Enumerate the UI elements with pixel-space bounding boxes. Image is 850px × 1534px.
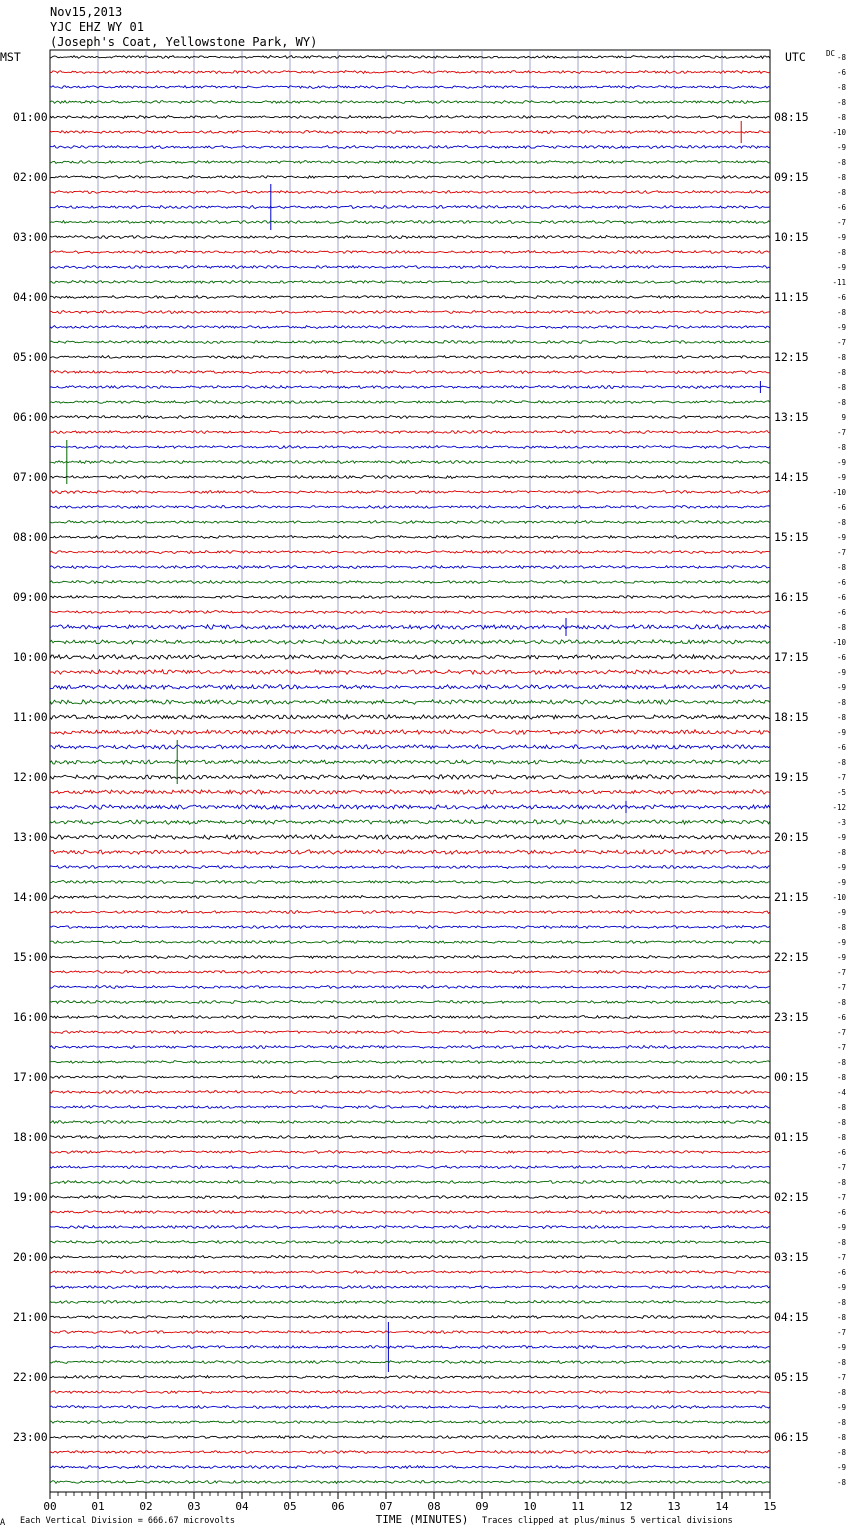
dc-offset-value: -8 — [836, 98, 846, 107]
dc-offset-value: -7 — [836, 428, 846, 437]
seismic-trace — [50, 625, 770, 630]
dc-offset-value: -9 — [836, 1223, 846, 1232]
dc-offset-value: -8 — [836, 563, 846, 572]
seismic-trace — [50, 655, 770, 659]
x-tick-label: 00 — [43, 1500, 57, 1513]
x-tick-label: 08 — [427, 1500, 441, 1513]
mst-hour-label: 01:00 — [13, 110, 48, 124]
seismic-trace — [50, 581, 770, 584]
footer-marker: A — [0, 1518, 6, 1528]
dc-offset-value: -8 — [836, 1103, 846, 1112]
dc-offset-value: -8 — [836, 113, 846, 122]
utc-hour-label: 15:15 — [774, 530, 809, 544]
utc-hour-label: 21:15 — [774, 890, 809, 904]
dc-offset-value: -6 — [836, 578, 846, 587]
dc-offset-value: -8 — [836, 1238, 846, 1247]
dc-offset-value: -6 — [836, 1013, 846, 1022]
dc-offset-value: -6 — [836, 293, 846, 302]
seismic-trace — [50, 191, 770, 194]
dc-offset-value: -4 — [836, 1088, 846, 1097]
mst-hour-label: 10:00 — [13, 650, 48, 664]
seismic-trace — [50, 1151, 770, 1154]
dc-offset-value: -8 — [836, 713, 846, 722]
utc-hour-label: 17:15 — [774, 650, 809, 664]
seismic-trace — [50, 71, 770, 74]
seismic-trace — [50, 506, 770, 509]
dc-offset-value: -11 — [832, 278, 846, 287]
seismic-trace — [50, 1436, 770, 1439]
mst-hour-label: 12:00 — [13, 770, 48, 784]
seismic-trace — [50, 1346, 770, 1349]
scale-note: Each Vertical Division = 666.67 microvolts — [20, 1516, 235, 1526]
utc-hour-label: 06:15 — [774, 1430, 809, 1444]
x-tick-label: 05 — [283, 1500, 297, 1513]
seismic-trace — [50, 116, 770, 119]
mst-hour-label: 20:00 — [13, 1250, 48, 1264]
seismic-trace — [50, 371, 770, 374]
dc-offset-value: -6 — [836, 1208, 846, 1217]
dc-offset-value: -8 — [836, 248, 846, 257]
x-axis — [43, 1492, 776, 1513]
seismic-trace — [50, 1001, 770, 1004]
seismic-trace — [50, 536, 770, 539]
mst-hour-label: 04:00 — [13, 290, 48, 304]
seismic-trace — [50, 835, 770, 839]
dc-offset-value: -8 — [836, 53, 846, 62]
seismic-trace — [50, 775, 770, 779]
utc-hour-label: 13:15 — [774, 410, 809, 424]
dc-offset-value: -7 — [836, 1193, 846, 1202]
dc-offset-value: -5 — [836, 788, 846, 797]
seismic-trace — [50, 1301, 770, 1304]
dc-offset-value: -9 — [836, 233, 846, 242]
dc-offset-value: -9 — [836, 473, 846, 482]
seismic-trace — [50, 431, 770, 434]
utc-hour-label: 23:15 — [774, 1010, 809, 1024]
seismic-trace — [50, 281, 770, 284]
dc-offset-value: -8 — [836, 623, 846, 632]
dc-offset-value: -7 — [836, 968, 846, 977]
mst-hour-label: 03:00 — [13, 230, 48, 244]
utc-hour-label: 05:15 — [774, 1370, 809, 1384]
seismic-trace — [50, 1286, 770, 1289]
seismic-trace — [50, 1361, 770, 1364]
record-date: Nov15,2013 — [50, 5, 123, 19]
mst-hour-label: 17:00 — [13, 1070, 48, 1084]
seismic-trace — [50, 1376, 770, 1379]
seismic-trace — [50, 1331, 770, 1334]
mst-hour-label: 22:00 — [13, 1370, 48, 1384]
seismic-trace — [50, 1466, 770, 1469]
dc-offset-value: -7 — [836, 1253, 846, 1262]
dc-offset-value: -6 — [836, 503, 846, 512]
dc-offset-value: -7 — [836, 1328, 846, 1337]
x-tick-label: 14 — [715, 1500, 729, 1513]
dc-offset-value: -8 — [836, 353, 846, 362]
seismic-trace — [50, 311, 770, 314]
seismic-trace — [50, 1181, 770, 1184]
x-tick-label: 11 — [571, 1500, 585, 1513]
seismic-trace — [50, 356, 770, 359]
dc-offset-value: -8 — [836, 1448, 846, 1457]
dc-offset-value: -8 — [836, 1313, 846, 1322]
seismic-trace — [50, 1391, 770, 1394]
seismic-trace — [50, 1106, 770, 1109]
utc-hour-label: 14:15 — [774, 470, 809, 484]
dc-offset-value: -6 — [836, 653, 846, 662]
utc-hour-label: 03:15 — [774, 1250, 809, 1264]
dc-offset-value: -8 — [836, 1433, 846, 1442]
seismic-trace — [50, 266, 770, 269]
station-code: YJC EHZ WY 01 — [50, 20, 144, 34]
mst-hour-labels — [13, 110, 48, 1444]
dc-offset-value: -9 — [836, 953, 846, 962]
dc-offset-value: -9 — [836, 878, 846, 887]
dc-label: DC — [826, 49, 836, 58]
dc-offset-value: -8 — [836, 1178, 846, 1187]
dc-offset-value: -8 — [836, 83, 846, 92]
utc-hour-label: 12:15 — [774, 350, 809, 364]
dc-offset-value: -8 — [836, 158, 846, 167]
seismic-trace — [50, 1256, 770, 1259]
dc-offset-value: -8 — [836, 1118, 846, 1127]
seismic-trace — [50, 1271, 770, 1274]
dc-offset-value: -8 — [836, 758, 846, 767]
seismic-trace — [50, 1241, 770, 1244]
dc-offset-value: -7 — [836, 218, 846, 227]
x-tick-label: 01 — [91, 1500, 105, 1513]
mst-hour-label: 07:00 — [13, 470, 48, 484]
mst-label: MST — [0, 50, 21, 64]
seismic-trace — [50, 850, 770, 854]
utc-hour-labels — [774, 110, 809, 1444]
seismic-trace — [50, 805, 770, 809]
dc-offset-value: -9 — [836, 938, 846, 947]
dc-offset-value: -9 — [836, 533, 846, 542]
dc-offset-value: 9 — [841, 413, 846, 422]
seismic-trace — [50, 86, 770, 89]
dc-offset-value: -9 — [836, 833, 846, 842]
seismic-trace — [50, 911, 770, 914]
dc-offset-value: -8 — [836, 923, 846, 932]
dc-offset-value: -9 — [836, 143, 846, 152]
x-tick-label: 02 — [139, 1500, 153, 1513]
mst-hour-label: 16:00 — [13, 1010, 48, 1024]
dc-offset-value: -3 — [836, 818, 846, 827]
seismic-trace — [50, 1406, 770, 1409]
utc-hour-label: 09:15 — [774, 170, 809, 184]
mst-hour-label: 19:00 — [13, 1190, 48, 1204]
seismic-trace — [50, 386, 770, 389]
dc-offset-value: -9 — [836, 1343, 846, 1352]
dc-offset-value: -6 — [836, 593, 846, 602]
dc-offset-value: -8 — [836, 1478, 846, 1487]
seismic-trace — [50, 611, 770, 614]
seismic-trace — [50, 956, 770, 959]
seismic-trace — [50, 1166, 770, 1169]
clip-note: Traces clipped at plus/minus 5 vertical divisions — [482, 1516, 733, 1526]
seismic-trace — [50, 896, 770, 899]
seismic-trace — [50, 926, 770, 929]
seismic-trace — [50, 401, 770, 404]
dc-offset-value: -6 — [836, 1268, 846, 1277]
seismic-trace — [50, 296, 770, 299]
seismic-trace — [50, 820, 770, 824]
seismic-trace — [50, 745, 770, 750]
seismic-trace — [50, 1421, 770, 1424]
seismic-trace — [50, 1031, 770, 1034]
dc-offset-value: -8 — [836, 1073, 846, 1082]
dc-offset-value: -10 — [832, 893, 846, 902]
dc-offset-value: -9 — [836, 1283, 846, 1292]
seismic-trace — [50, 1196, 770, 1199]
seismic-trace — [50, 760, 770, 764]
x-tick-label: 06 — [331, 1500, 345, 1513]
dc-offset-labels — [832, 53, 846, 1487]
dc-offset-value: -9 — [836, 683, 846, 692]
utc-hour-label: 00:15 — [774, 1070, 809, 1084]
seismic-trace — [50, 685, 770, 690]
seismic-trace — [50, 56, 770, 59]
dc-offset-value: -7 — [836, 1163, 846, 1172]
utc-hour-label: 20:15 — [774, 830, 809, 844]
dc-offset-value: -9 — [836, 1463, 846, 1472]
x-tick-label: 07 — [379, 1500, 393, 1513]
mst-hour-label: 11:00 — [13, 710, 48, 724]
dc-offset-value: -8 — [836, 383, 846, 392]
seismic-trace — [50, 461, 770, 464]
mst-hour-label: 23:00 — [13, 1430, 48, 1444]
seismic-trace — [50, 131, 770, 134]
seismic-trace — [50, 866, 770, 869]
dc-offset-value: -7 — [836, 1043, 846, 1052]
dc-offset-value: -7 — [836, 773, 846, 782]
seismic-trace — [50, 715, 770, 719]
mst-hour-label: 13:00 — [13, 830, 48, 844]
seismic-trace — [50, 1451, 770, 1454]
dc-offset-value: -9 — [836, 728, 846, 737]
seismic-trace — [50, 1046, 770, 1049]
x-tick-label: 04 — [235, 1500, 249, 1513]
dc-offset-value: -8 — [836, 1058, 846, 1067]
dc-offset-value: -7 — [836, 1028, 846, 1037]
dc-offset-value: -12 — [832, 803, 846, 812]
dc-offset-value: -8 — [836, 1298, 846, 1307]
dc-offset-value: -10 — [832, 488, 846, 497]
seismic-trace — [50, 551, 770, 554]
seismic-trace — [50, 521, 770, 524]
seismic-trace — [50, 1226, 770, 1229]
dc-offset-value: -8 — [836, 518, 846, 527]
x-tick-label: 09 — [475, 1500, 489, 1513]
dc-offset-value: -8 — [836, 1358, 846, 1367]
dc-offset-value: -9 — [836, 668, 846, 677]
seismic-trace — [50, 1016, 770, 1019]
seismic-trace — [50, 1061, 770, 1064]
seismic-trace — [50, 476, 770, 479]
utc-hour-label: 11:15 — [774, 290, 809, 304]
x-tick-label: 13 — [667, 1500, 681, 1513]
dc-offset-value: -9 — [836, 863, 846, 872]
dc-offset-value: -8 — [836, 1133, 846, 1142]
seismic-trace — [50, 341, 770, 344]
dc-offset-value: -9 — [836, 323, 846, 332]
trace-area — [50, 56, 770, 1484]
mst-hour-label: 14:00 — [13, 890, 48, 904]
seismic-trace — [50, 416, 770, 419]
dc-offset-value: -7 — [836, 338, 846, 347]
utc-hour-label: 08:15 — [774, 110, 809, 124]
seismic-trace — [50, 566, 770, 569]
dc-offset-value: -9 — [836, 908, 846, 917]
seismic-trace — [50, 1091, 770, 1094]
utc-hour-label: 22:15 — [774, 950, 809, 964]
dc-offset-value: -8 — [836, 998, 846, 1007]
mst-hour-label: 15:00 — [13, 950, 48, 964]
seismic-trace — [50, 101, 770, 104]
dc-offset-value: -6 — [836, 608, 846, 617]
seismic-trace — [50, 236, 770, 239]
seismic-trace — [50, 1121, 770, 1124]
utc-hour-label: 16:15 — [774, 590, 809, 604]
dc-offset-value: -8 — [836, 848, 846, 857]
dc-offset-value: -8 — [836, 443, 846, 452]
x-tick-label: 15 — [763, 1500, 777, 1513]
dc-offset-value: -8 — [836, 308, 846, 317]
dc-offset-value: -8 — [836, 188, 846, 197]
seismic-trace — [50, 941, 770, 944]
dc-offset-value: -10 — [832, 638, 846, 647]
seismic-trace — [50, 1136, 770, 1139]
seismic-trace — [50, 221, 770, 224]
seismic-trace — [50, 251, 770, 254]
seismic-trace — [50, 1076, 770, 1079]
dc-offset-value: -8 — [836, 1388, 846, 1397]
dc-offset-value: -10 — [832, 128, 846, 137]
utc-hour-label: 19:15 — [774, 770, 809, 784]
seismic-trace — [50, 446, 770, 449]
mst-hour-label: 05:00 — [13, 350, 48, 364]
seismic-trace — [50, 730, 770, 735]
mst-hour-label: 09:00 — [13, 590, 48, 604]
dc-offset-value: -8 — [836, 368, 846, 377]
mst-hour-label: 08:00 — [13, 530, 48, 544]
x-tick-label: 03 — [187, 1500, 201, 1513]
utc-label: UTC — [785, 50, 806, 64]
dc-offset-value: -6 — [836, 68, 846, 77]
dc-offset-value: -7 — [836, 1373, 846, 1382]
seismic-trace — [50, 700, 770, 705]
station-location: (Joseph's Coat, Yellowstone Park, WY) — [50, 35, 318, 49]
seismic-trace — [50, 790, 770, 794]
utc-hour-label: 04:15 — [774, 1310, 809, 1324]
dc-offset-value: -8 — [836, 398, 846, 407]
dc-offset-value: -7 — [836, 983, 846, 992]
x-tick-label: 12 — [619, 1500, 633, 1513]
utc-hour-label: 02:15 — [774, 1190, 809, 1204]
mst-hour-label: 18:00 — [13, 1130, 48, 1144]
seismic-trace — [50, 206, 770, 209]
dc-offset-value: -8 — [836, 173, 846, 182]
dc-offset-value: -6 — [836, 1148, 846, 1157]
x-axis-title: TIME (MINUTES) — [375, 1513, 469, 1526]
seismic-trace — [50, 670, 770, 675]
utc-hour-label: 10:15 — [774, 230, 809, 244]
seismic-trace — [50, 881, 770, 884]
dc-offset-value: -6 — [836, 203, 846, 212]
seismic-trace — [50, 596, 770, 599]
dc-offset-value: -8 — [836, 1418, 846, 1427]
seismic-trace — [50, 161, 770, 164]
seismic-trace — [50, 971, 770, 974]
x-tick-label: 10 — [523, 1500, 537, 1513]
seismic-trace — [50, 146, 770, 149]
seismic-trace — [50, 326, 770, 329]
seismic-trace — [50, 491, 770, 494]
seismic-trace — [50, 1481, 770, 1484]
utc-hour-label: 18:15 — [774, 710, 809, 724]
dc-offset-value: -8 — [836, 698, 846, 707]
seismic-trace — [50, 1316, 770, 1319]
dc-offset-value: -7 — [836, 548, 846, 557]
seismic-trace — [50, 176, 770, 179]
seismic-trace — [50, 1211, 770, 1214]
dc-offset-value: -9 — [836, 263, 846, 272]
utc-hour-label: 01:15 — [774, 1130, 809, 1144]
seismic-trace — [50, 986, 770, 989]
mst-hour-label: 21:00 — [13, 1310, 48, 1324]
seismic-trace — [50, 640, 770, 644]
dc-offset-value: -9 — [836, 1403, 846, 1412]
dc-offset-value: -6 — [836, 743, 846, 752]
dc-offset-value: -9 — [836, 458, 846, 467]
mst-hour-label: 06:00 — [13, 410, 48, 424]
mst-hour-label: 02:00 — [13, 170, 48, 184]
